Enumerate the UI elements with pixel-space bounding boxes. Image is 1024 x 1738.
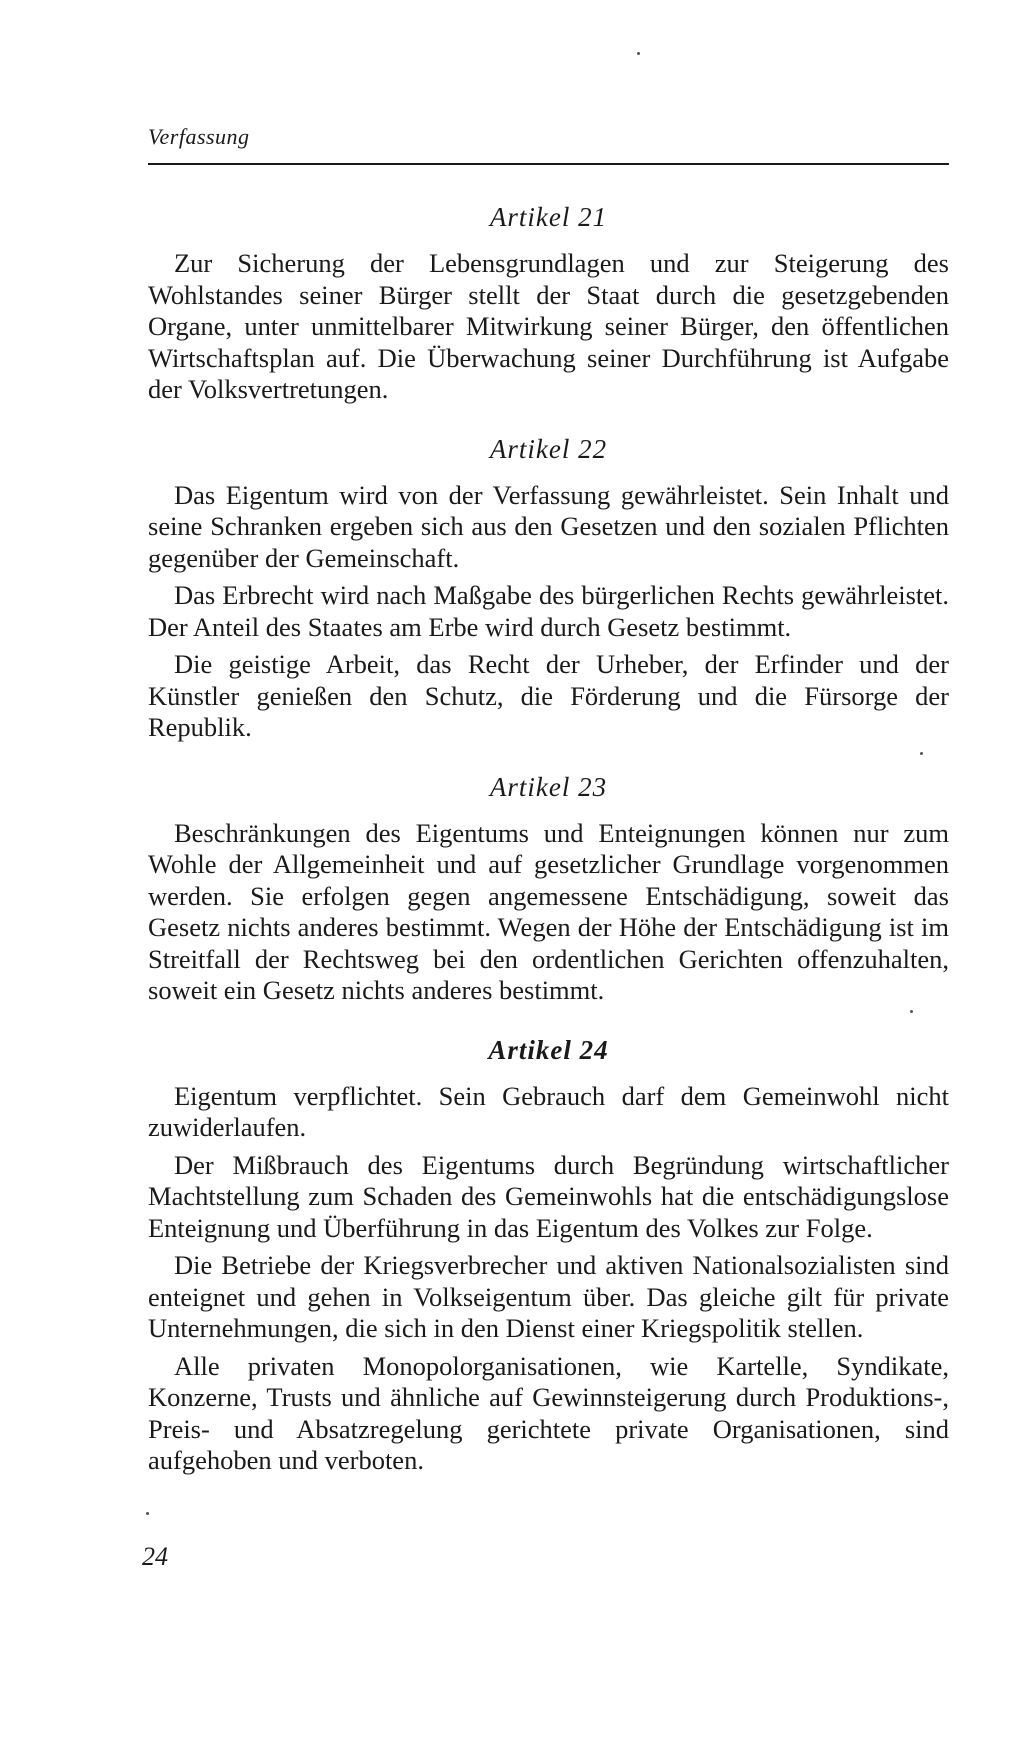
article-23	[148, 770, 949, 1007]
article-heading: Artikel 24	[488, 1034, 609, 1065]
article-paragraph: Der Mißbrauch des Eigentums durch Begründung wirtschaftlicher Machtstellung zum Schaden des Gemeinwohls hat die entschädigungslose Enteignung und Überführung in das Eigentum des Volkes zur Folge.	[148, 1149, 949, 1243]
page-body	[148, 200, 949, 1503]
print-speck	[637, 52, 640, 55]
page-number: 24	[142, 1542, 168, 1571]
article-heading: Artikel 21	[489, 202, 608, 232]
article-heading: Artikel 23	[489, 771, 608, 802]
print-speck	[910, 1010, 913, 1013]
article-heading: Artikel 22	[489, 433, 608, 464]
article-21	[148, 200, 949, 406]
article-paragraph: Das Erbrecht wird nach Maßgabe des bürgerlichen Rechts gewährleistet. Der Anteil des Staates am Erbe wird durch Gesetz bestimmt.	[148, 580, 949, 642]
article-paragraph: Die geistige Arbeit, das Recht der Urheber, der Erfinder und der Künstler genießen den Schutz, die Förderung und die Fürsorge der Republik.	[148, 649, 949, 742]
article-paragraph: Die Betriebe der Kriegsverbrecher und aktiven Nationalsozialisten sind enteignet und gehen in Volkseigentum über. Das gleiche gilt für private Unternehmungen, die sich in den Dienst einer Kriegspolitik stellen.	[148, 1250, 949, 1343]
print-speck	[146, 1512, 149, 1515]
running-head: Verfassung	[148, 124, 250, 149]
article-22	[148, 432, 949, 744]
print-speck	[920, 752, 923, 755]
article-paragraph: Das Eigentum wird von der Verfassung gewährleistet. Sein Inhalt und seine Schranken ergeben sich aus den Gesetzen und den sozialen Pflichten gegenüber der Gemeinschaft.	[148, 479, 949, 573]
article-paragraph: Beschränkungen des Eigentums und Enteignungen können nur zum Wohle der Allgemeinheit und auf gesetzlicher Grundlage vorgenommen werden. Sie erfolgen gegen angemessene Entschädigung, soweit das Gesetz nichts anderes bestimmt. Wegen der Höhe der Entschädigung ist im Streitfall der Rechtsweg bei den ordentlichen Gerichten offenzuhalten, soweit ein Gesetz nichts anderes bestimmt.	[148, 817, 949, 1005]
header-rule	[148, 163, 949, 165]
article-paragraph: Eigentum verpflichtet. Sein Gebrauch darf dem Gemeinwohl nicht zuwiderlaufen.	[148, 1080, 949, 1142]
article-paragraph: Zur Sicherung der Lebensgrundlagen und zur Steigerung des Wohlstandes seiner Bürger stellt der Staat durch die gesetzgebenden Organe, unter unmittelbarer Mitwirkung seiner Bürger, den öffentlichen Wirtschaftsplan auf. Die Überwachung seiner Durchführung ist Aufgabe der Volksvertretungen.	[148, 248, 949, 404]
article-paragraph: Alle privaten Monopolorganisationen, wie Kartelle, Syndikate, Konzerne, Trusts und ähnliche auf Gewinnsteigerung durch Produktions-, Preis- und Absatzregelung gerichtete private Organisationen, sind aufgehoben und verboten.	[148, 1350, 949, 1475]
article-24	[148, 1033, 949, 1477]
